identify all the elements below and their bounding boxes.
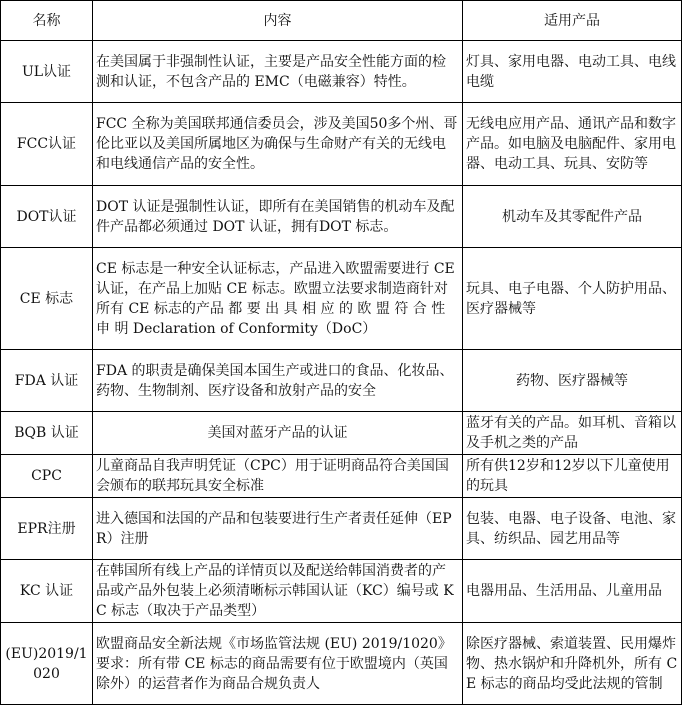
header-products: 适用产品: [463, 1, 682, 41]
cert-products-cell: 无线电应用产品、通讯产品和数字产品。如电脑及电脑配件、家用电器、电动工具、玩具、安防等: [463, 103, 682, 186]
table-row: [1, 455, 682, 498]
table-row: [1, 103, 682, 186]
cert-products-cell: 灯具、家用电器、电动工具、电线电缆: [463, 41, 682, 103]
table-row: [1, 623, 682, 705]
cert-content-cell: 在美国属于非强制性认证，主要是产品安全性能方面的检测和认证，不包含产品的 EMC（电磁兼容）特性。: [93, 41, 463, 103]
header-row: [1, 1, 682, 41]
cert-content-cell: 进入德国和法国的产品和包装要进行生产者责任延伸（EPR）注册: [93, 498, 463, 560]
table-row: [1, 412, 682, 455]
table-row: [1, 41, 682, 103]
cert-name-cell: EPR注册: [1, 498, 93, 560]
cert-products-cell: 机动车及其零配件产品: [463, 186, 682, 248]
cert-products-cell: 玩具、电子电器、个人防护用品、医疗器械等: [463, 248, 682, 350]
cert-name-cell: CE 标志: [1, 248, 93, 350]
header-name: 名称: [1, 1, 93, 41]
table-row: [1, 248, 682, 350]
cert-name-cell: DOT认证: [1, 186, 93, 248]
cert-name-cell: FDA 认证: [1, 350, 93, 412]
cert-products-cell: 所有供12岁和12岁以下儿童使用的玩具: [463, 455, 682, 498]
cert-content-cell: 儿童商品自我声明凭证（CPC）用于证明商品符合美国国会颁布的联邦玩具安全标准: [93, 455, 463, 498]
cert-content-cell: FDA 的职责是确保美国本国生产或进口的食品、化妆品、药物、生物制剂、医疗设备和放射产品的安全: [93, 350, 463, 412]
table-row: [1, 560, 682, 623]
cert-products-cell: 蓝牙有关的产品。如耳机、音箱以及手机之类的产品: [463, 412, 682, 455]
cert-name-cell: KC 认证: [1, 560, 93, 623]
table-row: [1, 186, 682, 248]
cert-name-cell: CPC: [1, 455, 93, 498]
cert-content-cell: DOT 认证是强制性认证，即所有在美国销售的机动车及配件产品都必须通过 DOT 认证，拥有DOT 标志。: [93, 186, 463, 248]
cert-content-cell: 在韩国所有线上产品的详情页以及配送给韩国消费者的产品或产品外包装上必须清晰标示韩国认证（KC）编号或 KC 标志（取决于产品类型）: [93, 560, 463, 623]
cert-name-cell: FCC认证: [1, 103, 93, 186]
cert-products-cell: 包装、电器、电子设备、电池、家具、纺织品、园艺用品等: [463, 498, 682, 560]
table-row: [1, 498, 682, 560]
cert-products-cell: 除医疗器械、索道装置、民用爆炸物、热水锅炉和升降机外，所有 CE 标志的商品均受此法规的管制: [463, 623, 682, 705]
cert-products-cell: 药物、医疗器械等: [463, 350, 682, 412]
cert-products-cell: 电器用品、生活用品、儿童用品: [463, 560, 682, 623]
cert-content-cell: 美国对蓝牙产品的认证: [93, 412, 463, 455]
cert-name-cell: (EU)2019/1020: [1, 623, 93, 705]
cert-content-cell: 欧盟商品安全新法规《市场监管法规 (EU) 2019/1020》要求：所有带 CE 标志的商品需要有位于欧盟境内（英国除外）的运营者作为商品合规负责人: [93, 623, 463, 705]
cert-name-cell: UL认证: [1, 41, 93, 103]
header-content: 内容: [93, 1, 463, 41]
cert-content-cell: FCC 全称为美国联邦通信委员会，涉及美国50多个州、哥伦比亚以及美国所属地区为确保与生命财产有关的无线电和电线通信产品的安全性。: [93, 103, 463, 186]
cert-content-cell: CE 标志是一种安全认证标志，产品进入欧盟需要进行 CE 认证，在产品上加贴 CE 标志。欧盟立法要求制造商针对所有 CE 标志的产品 都 要 出 具 相 应 的 欧 盟 符 合 性 申 明 Declaration of Conformity（DoC）: [93, 248, 463, 350]
cert-name-cell: BQB 认证: [1, 412, 93, 455]
table-row: [1, 350, 682, 412]
